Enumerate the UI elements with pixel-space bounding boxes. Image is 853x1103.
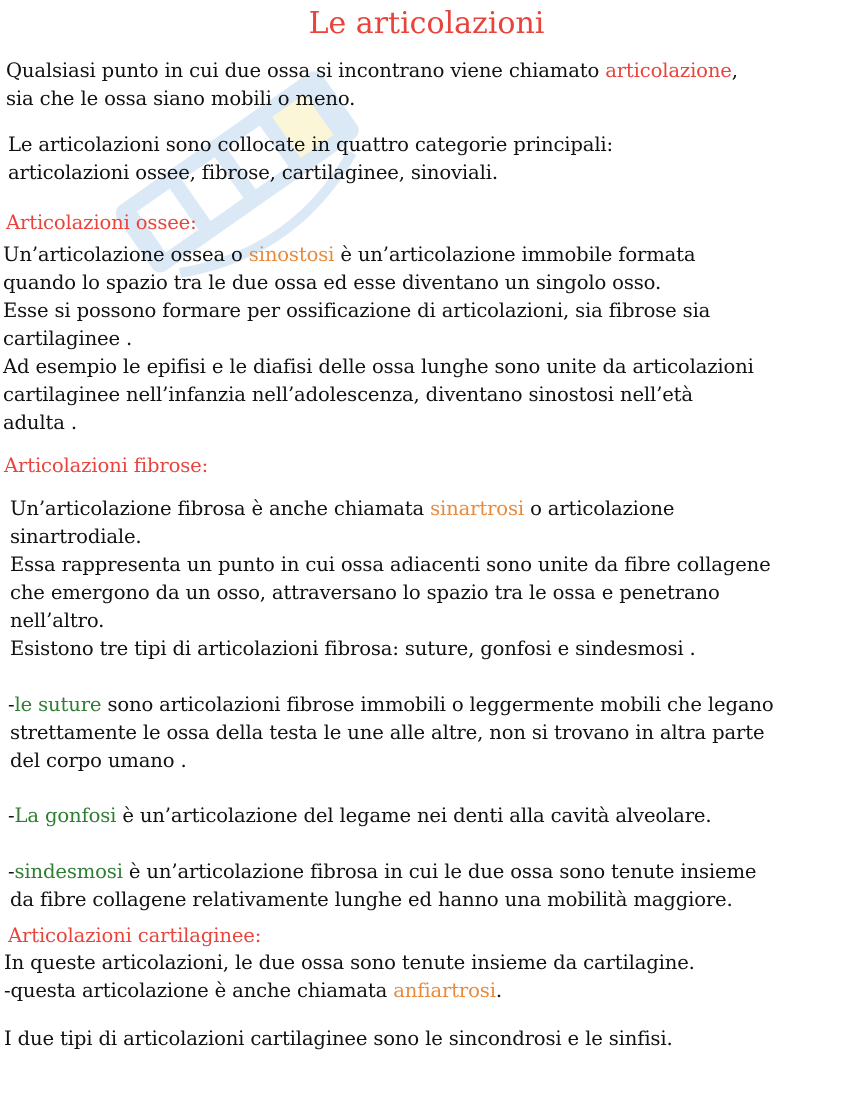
fibrose-line-4: che emergono da un osso, attraversano lo spazio tra le ossa e penetrano bbox=[10, 581, 720, 604]
term-sindesmosi: sindesmosi bbox=[14, 860, 123, 883]
cartilaginee-line-3: I due tipi di articolazioni cartilaginee sono le sincondrosi e le sinfisi. bbox=[4, 1027, 673, 1050]
suture-line-2: strettamente le ossa della testa le une alle altre, non si trovano in altra parte bbox=[10, 721, 765, 744]
term-sinostosi: sinostosi bbox=[248, 243, 335, 266]
ossee-line-2: quando lo spazio tra le due ossa ed esse diventano un singolo osso. bbox=[3, 271, 662, 294]
suture-line-3: del corpo umano . bbox=[10, 749, 187, 772]
fibrose-line-1: Un’articolazione fibrosa è anche chiamata sinartrosi o articolazione bbox=[10, 497, 675, 520]
ossee-line-1: Un’articolazione ossea o sinostosi è un’articolazione immobile formata bbox=[3, 243, 696, 266]
fibrose-line-3: Essa rappresenta un punto in cui ossa adiacenti sono unite da fibre collagene bbox=[10, 553, 771, 576]
ossee-line-5: Ad esempio le epifisi e le diafisi delle ossa lunghe sono unite da articolazioni bbox=[3, 355, 754, 378]
heading-cartilaginee: Articolazioni cartilaginee: bbox=[8, 924, 262, 947]
term-anfiartrosi: anfiartrosi bbox=[393, 979, 496, 1002]
suture-line-1: -le suture sono articolazioni fibrose immobili o leggermente mobili che legano bbox=[8, 693, 774, 716]
term-sinartrosi: sinartrosi bbox=[430, 497, 524, 520]
ossee-line-6: cartilaginee nell’infanzia nell’adolescenza, diventano sinostosi nell’età bbox=[3, 383, 693, 406]
cartilaginee-line-1: In queste articolazioni, le due ossa sono tenute insieme da cartilagine. bbox=[4, 951, 695, 974]
sindesmosi-line-1: -sindesmosi è un’articolazione fibrosa in cui le due ossa sono tenute insieme bbox=[8, 860, 757, 883]
term-articolazione: articolazione bbox=[605, 59, 732, 82]
sindesmosi-line-2: da fibre collagene relativamente lunghe ed hanno una mobilità maggiore. bbox=[10, 888, 733, 911]
ossee-line-3: Esse si possono formare per ossificazione di articolazioni, sia fibrose sia bbox=[3, 299, 711, 322]
term-suture: le suture bbox=[14, 693, 102, 716]
fibrose-line-5: nell’altro. bbox=[10, 609, 105, 632]
heading-fibrose: Articolazioni fibrose: bbox=[4, 454, 209, 477]
page-title: Le articolazioni bbox=[308, 6, 545, 41]
cartilaginee-line-2: -questa articolazione è anche chiamata anfiartrosi. bbox=[4, 979, 502, 1002]
categories-line-2: articolazioni ossee, fibrose, cartilaginee, sinoviali. bbox=[8, 161, 498, 184]
fibrose-line-2: sinartrodiale. bbox=[10, 525, 142, 548]
ossee-line-7: adulta . bbox=[3, 411, 77, 434]
intro-line-2: sia che le ossa siano mobili o meno. bbox=[6, 87, 356, 110]
gonfosi-line-1: -La gonfosi è un’articolazione del legame nei denti alla cavità alveolare. bbox=[8, 804, 712, 827]
intro-line-1: Qualsiasi punto in cui due ossa si incontrano viene chiamato articolazione, bbox=[6, 59, 738, 82]
fibrose-line-6: Esistono tre tipi di articolazioni fibrosa: suture, gonfosi e sindesmosi . bbox=[10, 637, 696, 660]
term-gonfosi: La gonfosi bbox=[14, 804, 117, 827]
ossee-line-4: cartilaginee . bbox=[3, 327, 133, 350]
categories-line-1: Le articolazioni sono collocate in quattro categorie principali: bbox=[8, 133, 614, 156]
heading-ossee: Articolazioni ossee: bbox=[6, 211, 197, 234]
